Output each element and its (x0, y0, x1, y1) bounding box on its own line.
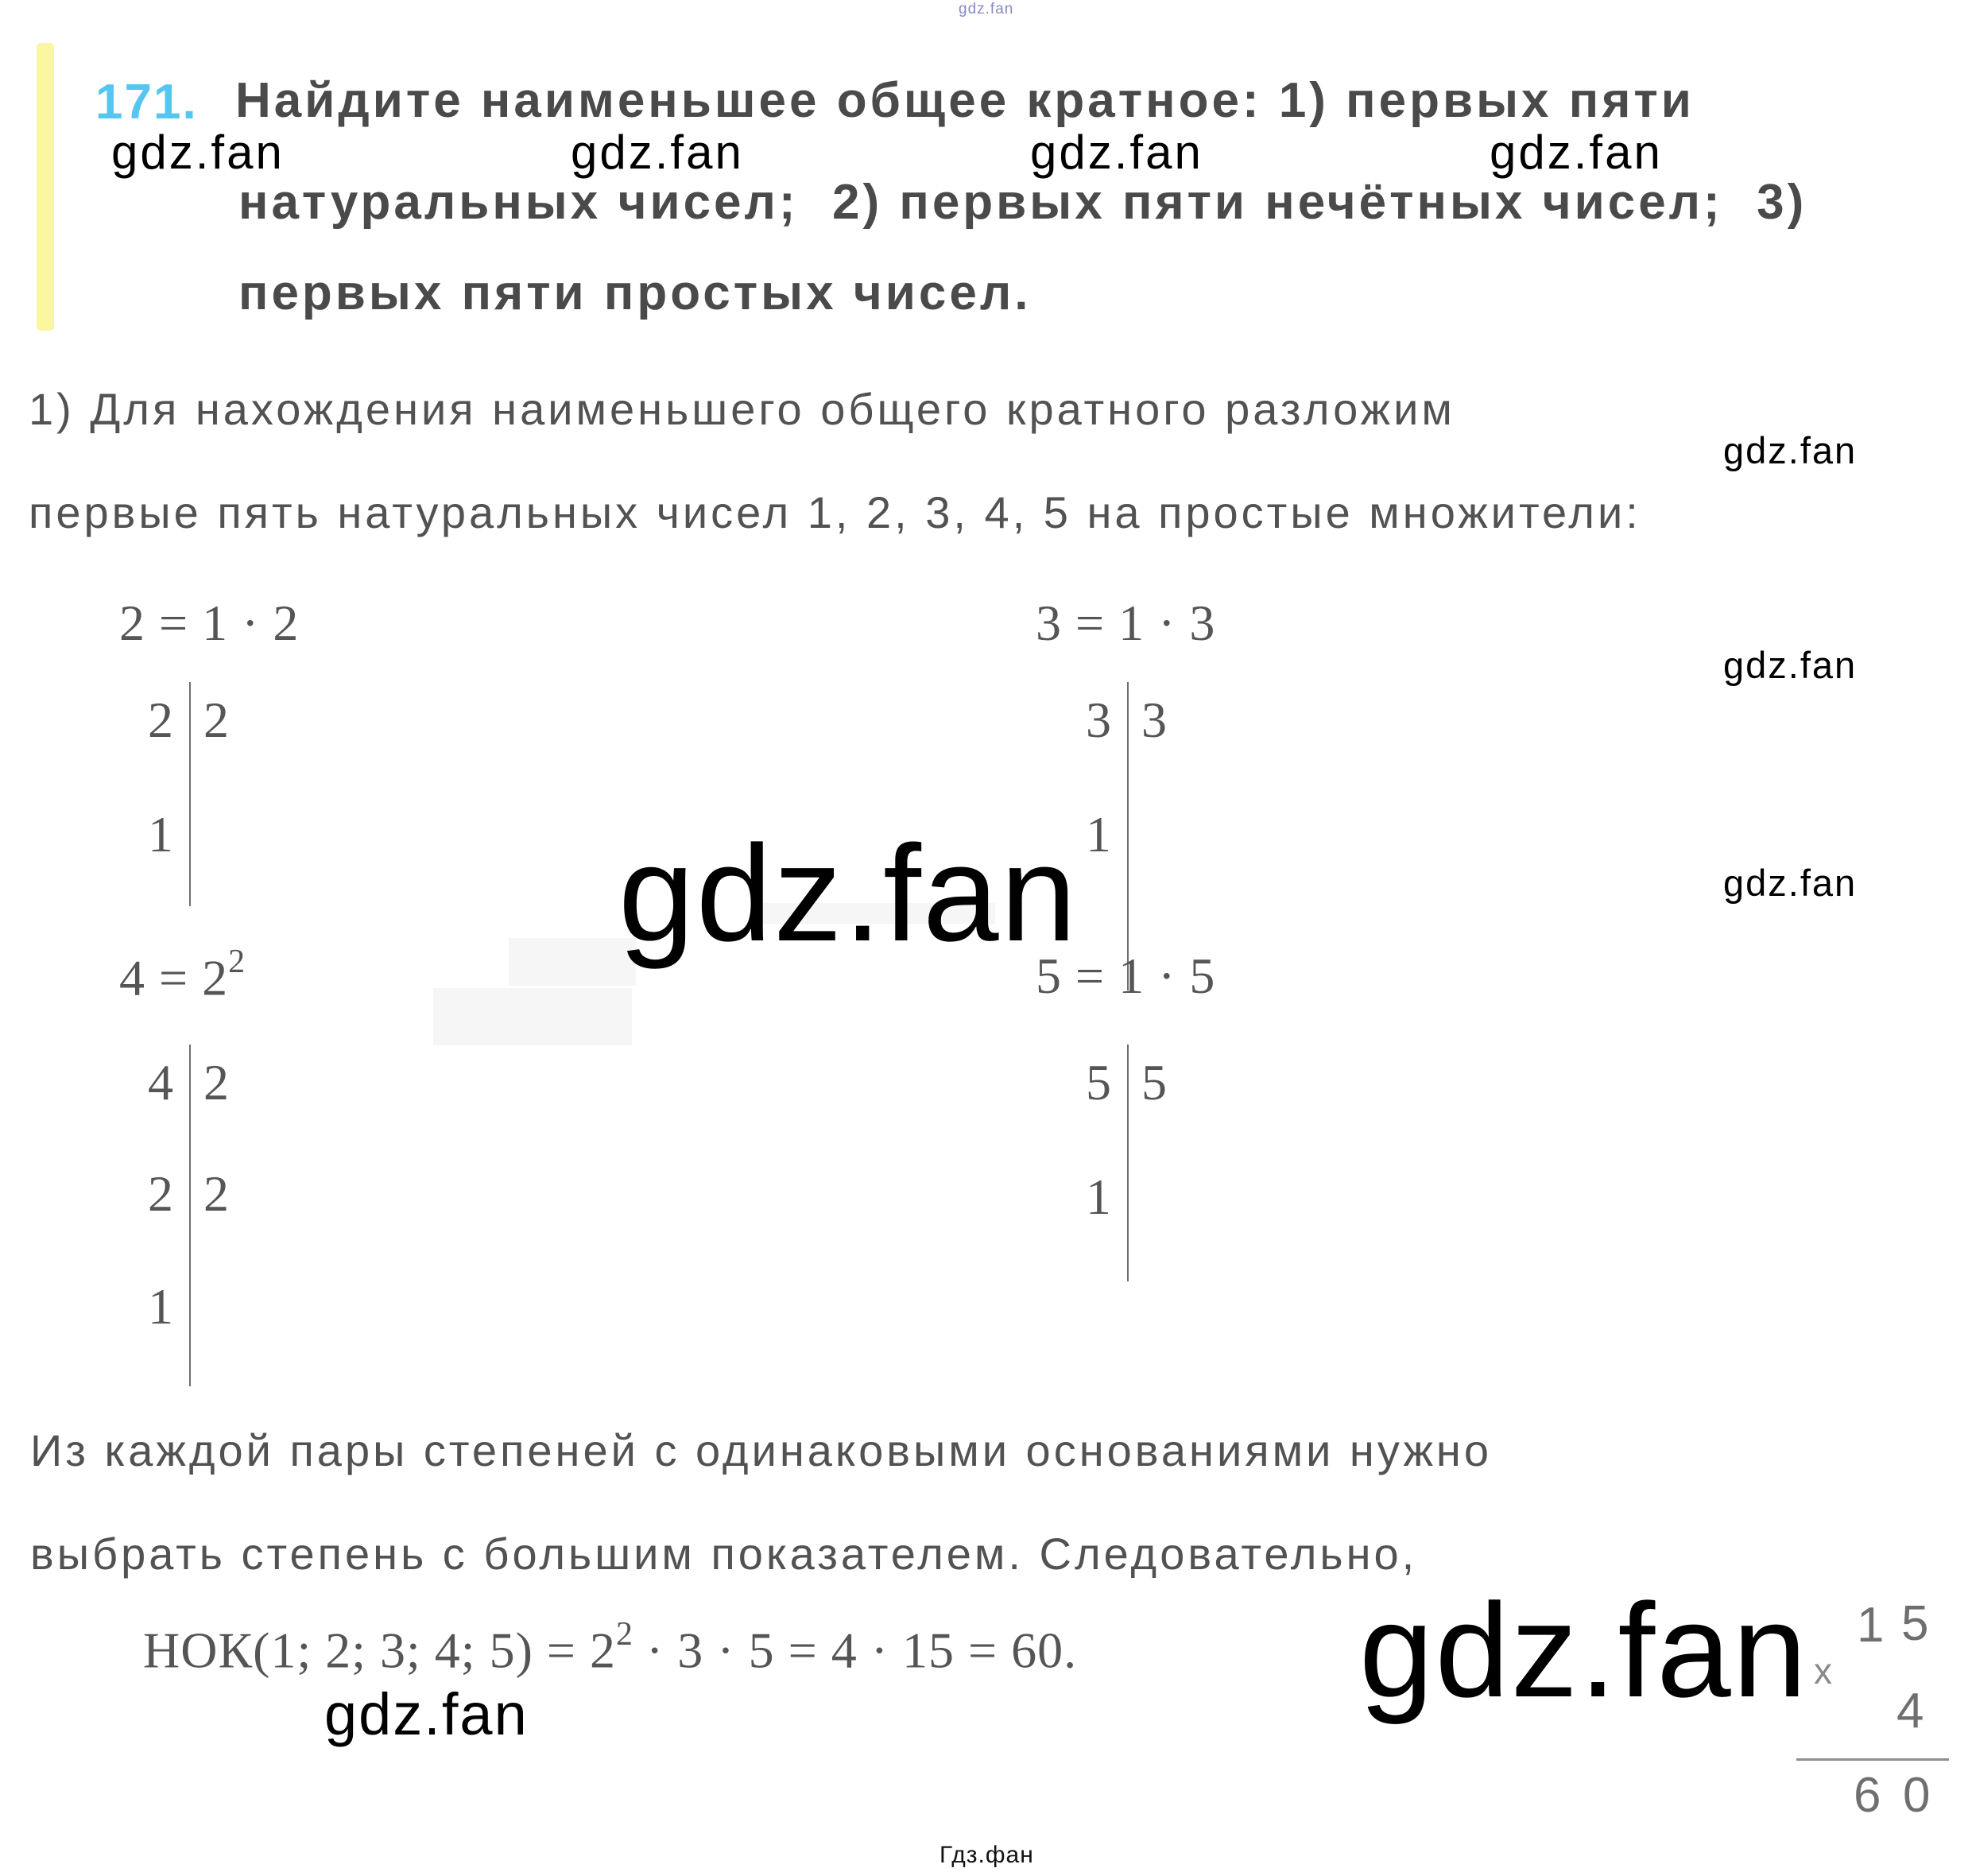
equation-4-exponent: 2 (228, 944, 246, 980)
mult-result-digit2: 0 (1903, 1768, 1931, 1823)
table3-divider-line (1127, 682, 1129, 990)
mult-underline (1796, 1758, 1949, 1761)
problem-line-1: Найдите наименьшее общее кратное: 1) первых пяти (235, 73, 1695, 128)
table3-left-row1: 3 (1086, 692, 1111, 748)
table5-divider-line (1127, 1045, 1129, 1281)
equation-3: 3 = 1 · 3 (1036, 595, 1216, 651)
table3-left-row2: 1 (1086, 806, 1111, 862)
footer-site-name: Гдз.фан (940, 1842, 1034, 1868)
conclusion-line-1: Из каждой пары степеней с одинаковыми основаниями нужно (30, 1425, 1492, 1475)
problem-line-3: первых пяти простых чисел. (238, 266, 1032, 320)
table5-left-row2: 1 (1086, 1169, 1111, 1225)
nok-prefix: НОК(1; 2; 3; 4; 5) = 2 (143, 1622, 616, 1679)
watermark-under-nok: gdz.fan (324, 1681, 529, 1747)
watermark-tiny-top: gdz.fan (959, 1, 1014, 17)
mult-row1-digit2: 5 (1901, 1596, 1929, 1651)
watermark-right-2: gdz.fan (1723, 644, 1858, 686)
conclusion-line-2: выбрать степень с большим показателем. Следовательно, (30, 1529, 1418, 1579)
mult-row2-digit1: 4 (1896, 1684, 1924, 1738)
nok-exponent: 2 (615, 1616, 633, 1653)
watermark-row-4: gdz.fan (1490, 126, 1663, 179)
table2-left-row1: 2 (148, 692, 173, 748)
table4-divider-line (189, 1045, 191, 1386)
watermark-right-3: gdz.fan (1723, 862, 1858, 904)
watermark-row-2: gdz.fan (571, 126, 744, 179)
equation-2: 2 = 1 · 2 (119, 595, 300, 651)
table2-left-row2: 1 (148, 806, 173, 862)
watermark-bottom-big: gdz.fan (1359, 1576, 1809, 1725)
solution-paragraph-2: первые пять натуральных чисел 1, 2, 3, 4, 5 на простые множители: (29, 487, 1641, 537)
table2-divider-line (189, 682, 191, 906)
watermark-row-3: gdz.fan (1030, 126, 1203, 179)
watermark-row-1: gdz.fan (111, 126, 285, 179)
nok-formula (143, 1616, 1078, 1679)
equation-5: 5 = 1 · 5 (1036, 948, 1216, 1004)
equation-4 (119, 944, 246, 1006)
table4-right-row1: 2 (203, 1054, 229, 1110)
mult-result-digit1: 6 (1854, 1768, 1881, 1823)
table4-left-row3: 1 (148, 1278, 173, 1335)
table5-right-row1: 5 (1141, 1054, 1167, 1110)
nok-suffix: · 3 · 5 = 4 · 15 = 60. (632, 1622, 1078, 1679)
ghost-rect-2 (509, 938, 636, 986)
highlight-bar (37, 43, 54, 331)
multiply-sign: x (1814, 1650, 1832, 1692)
mult-row1-digit1: 1 (1857, 1598, 1885, 1653)
equation-4-base: 4 = 2 (119, 949, 229, 1006)
table2-right-row1: 2 (203, 692, 229, 748)
table4-right-row2: 2 (203, 1165, 229, 1222)
table4-left-row1: 4 (148, 1054, 173, 1110)
solution-paragraph-1: 1) Для нахождения наименьшего общего кратного разложим (29, 384, 1455, 434)
problem-number: 171. (95, 75, 198, 130)
watermark-right-1: gdz.fan (1723, 429, 1858, 471)
watermark-center-big: gdz.fan (618, 817, 1079, 970)
table5-left-row1: 5 (1086, 1054, 1111, 1110)
problem-line-2: натуральных чисел; 2) первых пяти нечётных чисел; 3) (238, 175, 1807, 230)
ghost-rect-1 (433, 988, 632, 1045)
table3-right-row1: 3 (1141, 692, 1167, 748)
table4-left-row2: 2 (148, 1165, 173, 1222)
